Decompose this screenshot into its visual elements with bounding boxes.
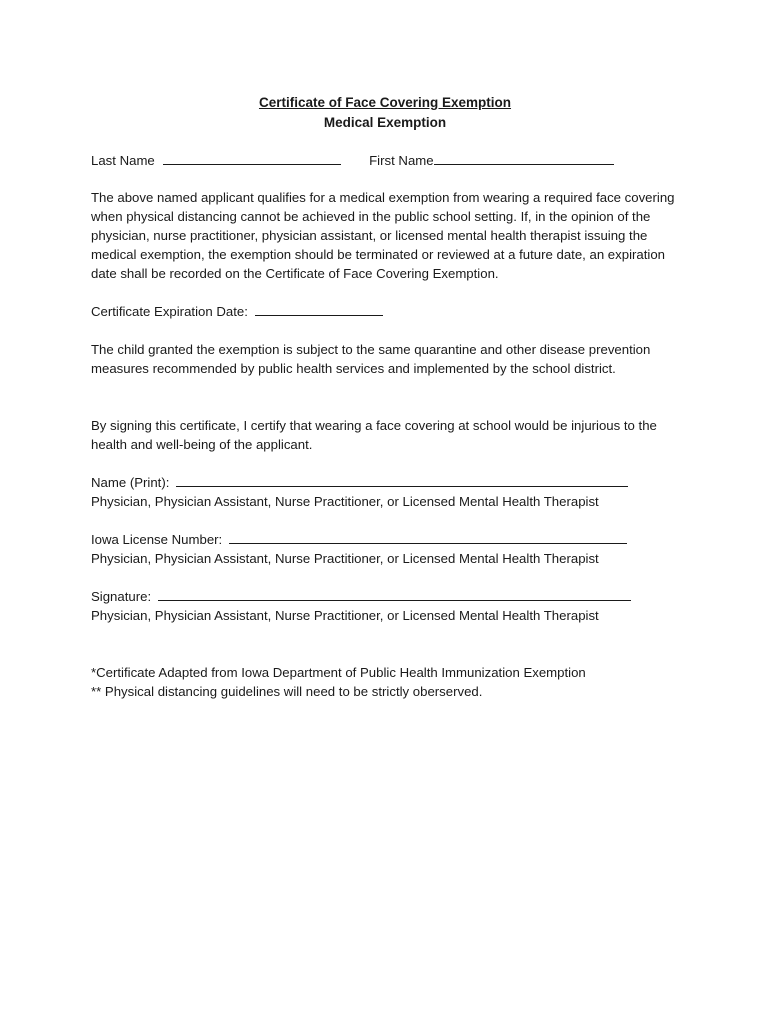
document-subtitle: Medical Exemption bbox=[323, 115, 447, 130]
name-print-caption: Physician, Physician Assistant, Nurse Practitioner, or Licensed Mental Health Therapist bbox=[91, 494, 599, 509]
first-name-label: First Name bbox=[369, 153, 434, 168]
last-name-label: Last Name bbox=[91, 153, 155, 168]
signature-row bbox=[91, 587, 631, 606]
name-print-field[interactable] bbox=[176, 474, 628, 487]
name-print-label: Name (Print): bbox=[91, 475, 170, 490]
document-title: Certificate of Face Covering Exemption bbox=[258, 95, 512, 110]
name-fields-row bbox=[91, 151, 614, 170]
paragraph-qualification: The above named applicant qualifies for a medical exemption from wearing a required face covering when physical distancing cannot be achieved in the public school setting. If, in the opinion of the physician, nurse practitioner, physician assistant, or licensed mental health therapist issuing the medical exemption, the exemption should be terminated or reviewed at a future date, an expiration date shall be recorded on the Certificate of Face Covering Exemption. bbox=[91, 190, 675, 281]
iowa-license-caption: Physician, Physician Assistant, Nurse Practitioner, or Licensed Mental Health Therapist bbox=[91, 551, 599, 566]
first-name-field[interactable] bbox=[434, 152, 614, 165]
paragraph-quarantine: The child granted the exemption is subject to the same quarantine and other disease prevention measures recommended by public health services and implemented by the school district. bbox=[91, 342, 651, 376]
iowa-license-row bbox=[91, 530, 627, 549]
iowa-license-label: Iowa License Number: bbox=[91, 532, 223, 547]
signature-caption: Physician, Physician Assistant, Nurse Practitioner, or Licensed Mental Health Therapist bbox=[91, 608, 599, 623]
signature-label: Signature: bbox=[91, 589, 152, 604]
footnote-source: *Certificate Adapted from Iowa Department of Public Health Immunization Exemption bbox=[91, 665, 586, 680]
footnote-distancing: ** Physical distancing guidelines will need to be strictly oberserved. bbox=[91, 684, 483, 699]
expiration-date-field[interactable] bbox=[255, 303, 383, 316]
paragraph-certify: By signing this certificate, I certify that wearing a face covering at school would be injurious to the health and well-being of the applicant. bbox=[91, 418, 657, 452]
expiration-row bbox=[91, 302, 383, 321]
last-name-field[interactable] bbox=[163, 152, 341, 165]
expiration-date-label: Certificate Expiration Date: bbox=[91, 304, 248, 319]
name-print-row bbox=[91, 473, 628, 492]
iowa-license-field[interactable] bbox=[229, 531, 627, 544]
signature-field[interactable] bbox=[158, 588, 631, 601]
